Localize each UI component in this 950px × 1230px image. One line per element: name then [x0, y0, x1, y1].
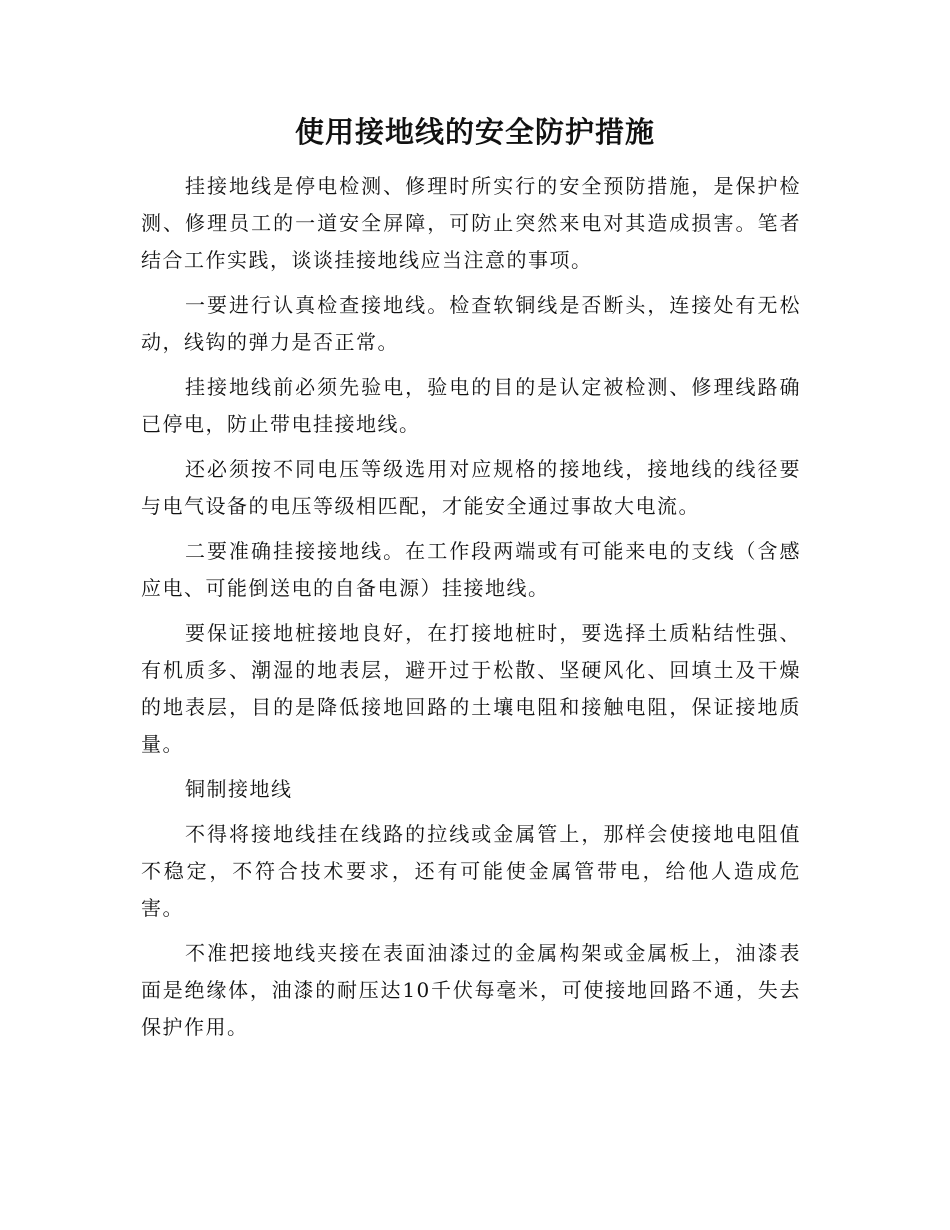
- paragraph: 挂接地线前必须先验电，验电的目的是认定被检测、修理线路确已停电，防止带电挂接地线。: [141, 375, 801, 436]
- paragraph: 不准把接地线夹接在表面油漆过的金属构架或金属板上，油漆表面是绝缘体，油漆的耐压达10千伏每毫米，可使接地回路不通，失去保护作用。: [141, 941, 801, 1039]
- paragraph: 一要进行认真检查接地线。检查软铜线是否断头，连接处有无松动，线钩的弹力是否正常。: [141, 293, 801, 354]
- paragraph: 二要准确挂接接地线。在工作段两端或有可能来电的支线（含感应电、可能倒送电的自备电源）挂接地线。: [141, 539, 801, 600]
- image-caption: 铜制接地线: [185, 777, 293, 801]
- paragraph: 要保证接地桩接地良好，在打接地桩时，要选择土质粘结性强、有机质多、潮湿的地表层，避开过于松散、坚硬风化、回填土及干燥的地表层，目的是降低接地回路的土壤电阻和接触电阻，保证接地质量。: [141, 621, 801, 756]
- document-body: [141, 168, 801, 1054]
- paragraph: 还必须按不同电压等级选用对应规格的接地线，接地线的线径要与电气设备的电压等级相匹配，才能安全通过事故大电流。: [141, 457, 801, 518]
- document-title: 使用接地线的安全防护措施: [294, 115, 655, 149]
- paragraph: 不得将接地线挂在线路的拉线或金属管上，那样会使接地电阻值不稳定，不符合技术要求，还有可能使金属管带电，给他人造成危害。: [141, 822, 801, 920]
- paragraph: 挂接地线是停电检测、修理时所实行的安全预防措施，是保护检测、修理员工的一道安全屏障，可防止突然来电对其造成损害。笔者结合工作实践，谈谈挂接地线应当注意的事项。: [141, 174, 801, 272]
